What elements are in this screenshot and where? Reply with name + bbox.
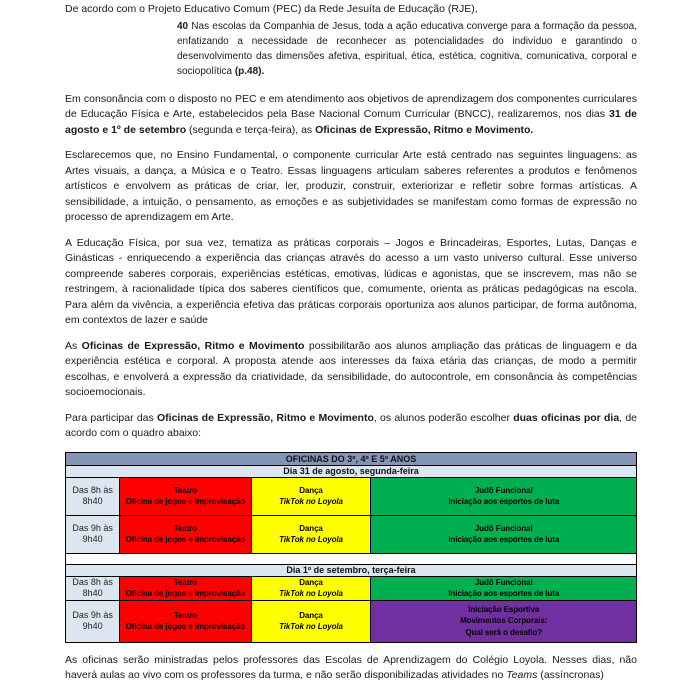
day-header: Dia 31 de agosto, segunda-feira xyxy=(66,465,637,477)
workshop-cell-yellow xyxy=(251,600,371,642)
workshop-line: Dança xyxy=(299,577,323,587)
table-title: OFICINAS DO 3º, 4º E 5º ANOS xyxy=(66,452,637,465)
text-segment: possibilitarão aos alunos ampliação das práticas de linguagem e da experiência estética e corporal. A proposta atende aos interesses da faixa etária das crianças, de modo a permitir escolhas, e envolverá a expressão da criatividade, da sensibilidade, do autocontrole, em consonância às competências socioemocionais. xyxy=(65,339,638,398)
workshop-line: Movimentos Corporais: xyxy=(460,616,548,626)
workshop-line: Judô Funcional xyxy=(474,485,533,495)
time-cell: Das 9h às 9h40 xyxy=(66,515,120,553)
workshop-cell-green xyxy=(371,515,637,553)
day-header-row xyxy=(66,564,637,576)
workshop-line: Iniciação Esportiva xyxy=(468,604,540,614)
schedule-row xyxy=(66,515,637,553)
text-segment: duas oficinas por dia xyxy=(513,411,620,424)
workshop-cell-red xyxy=(120,576,251,600)
paragraph-professores xyxy=(65,653,637,684)
schedule-row xyxy=(66,477,637,515)
workshop-line: Dança xyxy=(299,485,323,495)
text-segment: (segunda e terça-feira), as xyxy=(186,123,316,136)
workshop-line: Judô Funcional xyxy=(474,577,533,587)
paragraph-oficinas-proposta xyxy=(65,339,637,401)
text-segment: Esclarecemos que, no Ensino Fundamental, o componente curricular Arte está centrado nas seguintes linguagens: as Artes visuais, a dança, a Música e o Teatro. Essas linguagens articulam saberes referentes a produtos e fenômenos artísticos e envolvem as práticas de criar, ler, produzir, construir, exteriorizar e refletir sobre formas artísticas. A sensibilidade, a intuição, o pensamento, as emoções e as subjetividades se manifestam como formas de expressão no processo de aprendizagem em Arte. xyxy=(65,149,637,223)
workshop-line: Oficina de jogos e improvisação xyxy=(125,497,246,506)
workshop-line: Oficina de jogos e improvisação xyxy=(125,535,246,544)
text-segment: , de acordo com o quadro abaixo: xyxy=(65,411,637,439)
workshop-line: Iniciação aos esportes de luta xyxy=(448,497,560,506)
schedule-row xyxy=(66,600,637,642)
workshop-cell-green xyxy=(371,576,637,600)
workshop-line: TikTok no Loyola xyxy=(279,497,343,506)
workshop-cell-green xyxy=(371,477,637,515)
day-header-row xyxy=(66,465,637,477)
workshop-line: Iniciação aos esportes de luta xyxy=(448,589,560,598)
text-segment: (p.48). xyxy=(234,65,265,77)
workshop-line: Judô Funcional xyxy=(474,523,533,533)
text-segment: As xyxy=(65,339,82,352)
workshop-line: Dança xyxy=(299,610,323,620)
table-title-row xyxy=(66,452,637,465)
intro-line: De acordo com o Projeto Educativo Comum (PEC) da Rede Jesuíta de Educação (RJE), xyxy=(65,3,478,15)
workshop-line: TikTok no Loyola xyxy=(279,535,343,544)
time-cell: Das 8h às 8h40 xyxy=(66,576,120,600)
text-segment: Para participar das xyxy=(65,411,157,424)
workshop-line: Teatro xyxy=(173,610,198,620)
day-header: Dia 1º de setembro, terça-feira xyxy=(66,564,637,576)
workshop-line: Oficina de jogos e improvisação xyxy=(125,622,246,631)
text-segment: 31 de agosto e 1º de setembro xyxy=(65,108,637,136)
schedule-row xyxy=(66,576,637,600)
oficinas-table xyxy=(65,452,637,643)
paragraphs-before-table xyxy=(65,92,637,442)
workshop-cell-purple xyxy=(371,600,637,642)
workshop-line: Dança xyxy=(299,523,323,533)
paragraph-arte xyxy=(65,148,637,226)
time-cell: Das 8h às 8h40 xyxy=(66,477,120,515)
workshop-cell-red xyxy=(120,477,251,515)
workshop-line: TikTok no Loyola xyxy=(279,622,343,631)
time-cell: Das 9h às 9h40 xyxy=(66,600,120,642)
workshop-line: TikTok no Loyola xyxy=(279,589,343,598)
workshop-cell-yellow xyxy=(251,477,371,515)
workshop-line: Teatro xyxy=(173,577,198,587)
text-segment: , os alunos poderão escolher xyxy=(373,411,514,424)
workshop-cell-red xyxy=(120,515,251,553)
text-segment: Nas escolas da Companhia de Jesus, toda a ação educativa converge para a formação da pessoa, enfatizando a necessidade de reconhecer as potencialidades do indivíduo e garantindo o desenvolvimento das dimensões afetiva, espiritual, ética, estética, cognitiva, comunicativa, corporal e sociopolítica xyxy=(177,20,637,77)
workshop-line: Teatro xyxy=(173,523,198,533)
text-segment: Oficinas de Expressão, Ritmo e Movimento. xyxy=(315,123,534,136)
workshop-line: Oficina de jogos e improvisação xyxy=(125,589,246,598)
text-segment: As oficinas serão ministradas pelos professores das Escolas de Aprendizagem do Colégio Loyola. Nesses dias, não haverá aulas ao vivo com os professores da turma, e não serão disponibilizadas atividades no xyxy=(65,653,637,681)
text-segment: 40 xyxy=(177,20,189,32)
paragraph-pec-bncc xyxy=(65,92,637,139)
workshop-line: Qual será o desafio? xyxy=(465,627,543,637)
block-quote xyxy=(177,19,637,79)
text-segment: Oficinas de Expressão, Ritmo e Movimento xyxy=(81,339,305,352)
workshop-cell-yellow xyxy=(251,515,371,553)
workshop-line: Iniciação aos esportes de luta xyxy=(448,535,560,544)
paragraphs-after-table xyxy=(65,653,637,684)
workshop-cell-red xyxy=(120,600,251,642)
text-segment: Teams xyxy=(506,669,538,681)
table-spacer-cell xyxy=(66,553,637,564)
table-spacer-row xyxy=(66,553,637,564)
text-segment: A Educação Física, por sua vez, tematiza as práticas corporais – Jogos e Brincadeiras, Esportes, Lutas, Danças e Ginásticas - enriquecendo a experiência das crianças através do acesso a um vasto universo cultural. Esse universo compreende saberes corporais, experiências estéticas, emotivas, lúdicas e agonistas, que se inscrevem, mas não se restringem, à racionalidade típica dos saberes científicos que, comumente, orienta as práticas pedagógicas na escola. Para além da vivência, a experiência efetiva das práticas corporais oportuniza aos alunos participar, de forma autônoma, em contextos de lazer e saúde xyxy=(65,236,637,326)
paragraph-participacao xyxy=(65,411,637,442)
paragraph-educacao-fisica xyxy=(65,236,637,329)
text-segment: (assíncronas) xyxy=(537,669,604,681)
text-segment: Em consonância com o disposto no PEC e em atendimento aos objetivos de aprendizagem dos componentes curriculares de Educação Física e Arte, estabelecidos pela Base Nacional Comum Curricular (BNCC), realizaremos, nos dias xyxy=(65,92,637,120)
workshop-line: Teatro xyxy=(173,485,198,495)
text-segment: Oficinas de Expressão, Ritmo e Movimento xyxy=(157,411,374,424)
workshop-cell-yellow xyxy=(251,576,371,600)
